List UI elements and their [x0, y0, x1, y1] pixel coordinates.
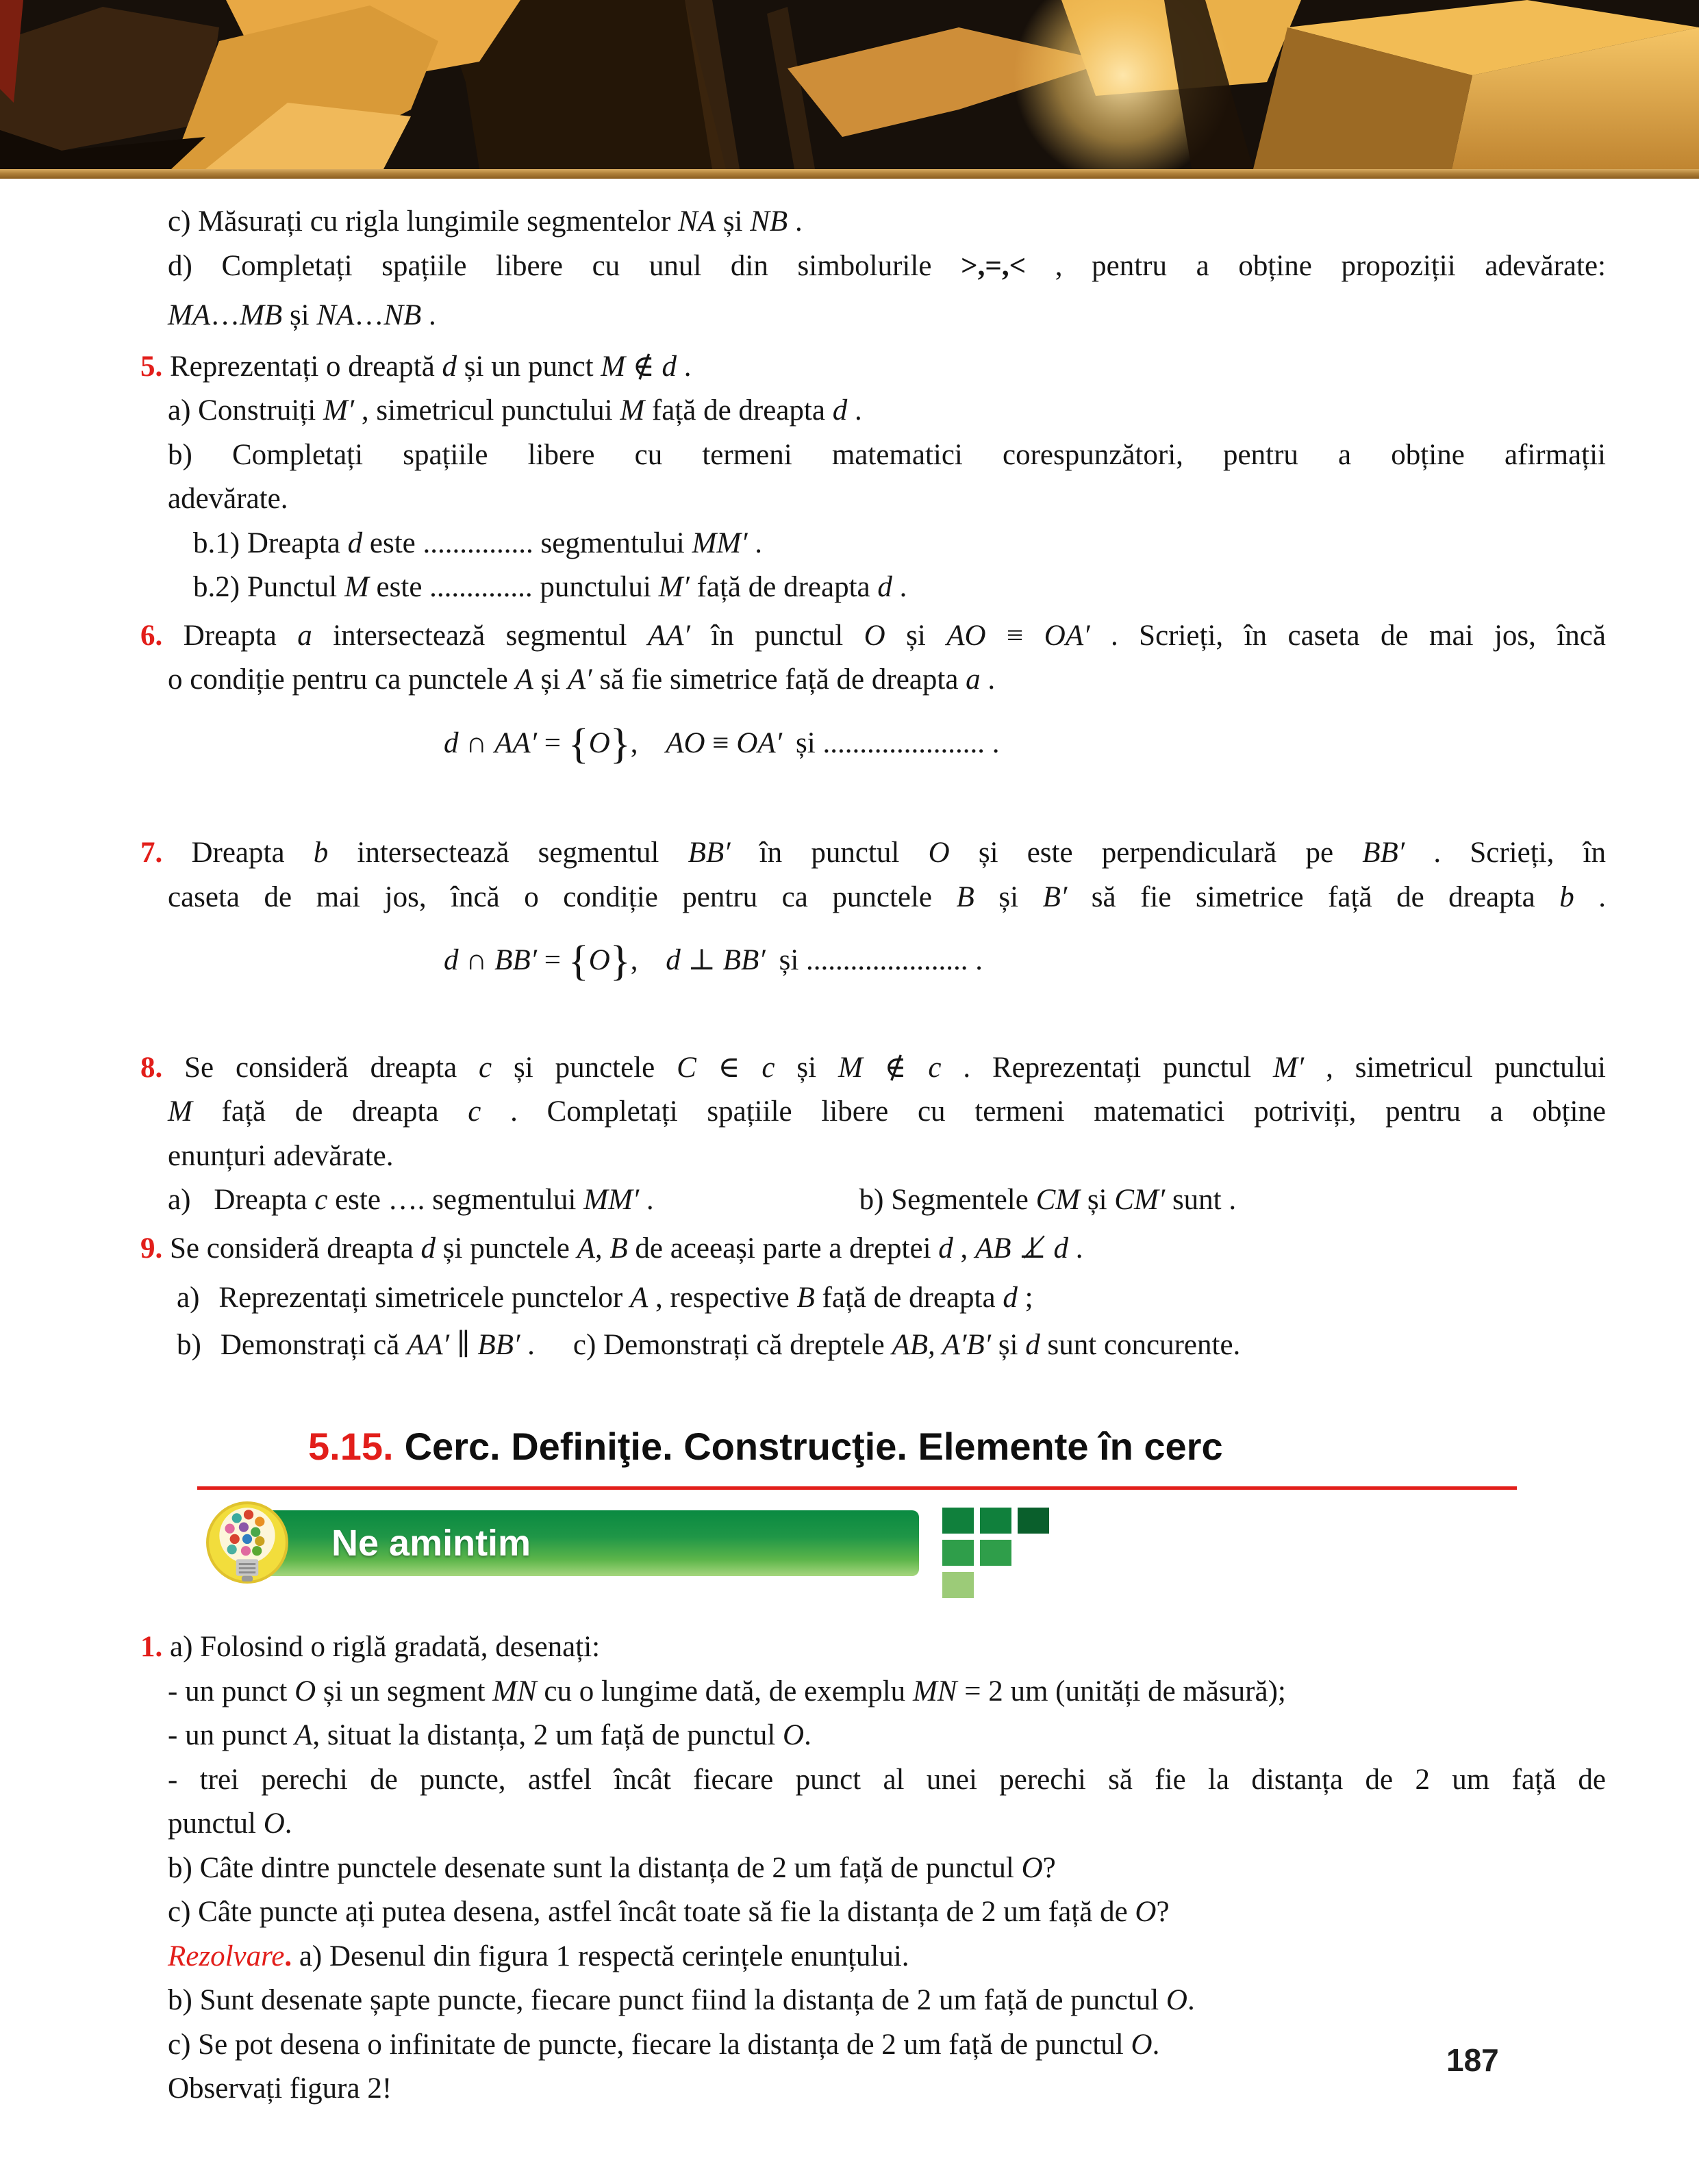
- exercise-9: [140, 1227, 1606, 1271]
- text-run: }: [609, 937, 631, 985]
- text-run: O: [588, 944, 610, 976]
- text-run: d) Completați spațiile libere cu unul din simbolurile: [168, 249, 961, 282]
- text-run: c) Măsurați cu rigla lungimile segmentelor: [168, 205, 679, 238]
- ex1-observati: [168, 2067, 1606, 2111]
- text-run: AB, A′B′: [892, 1328, 992, 1361]
- text-run: , pentru a obține propoziții adevărate:: [1026, 249, 1606, 282]
- text-run: BB′: [722, 944, 766, 976]
- text-run: d: [444, 944, 459, 976]
- text-run: A: [629, 1282, 649, 1314]
- text-run: este ............... segmentului: [362, 526, 692, 559]
- text-run: BB′: [688, 837, 731, 869]
- text-run: Se consideră dreapta: [162, 1232, 421, 1265]
- text-run: o condiție pentru ca punctele: [168, 663, 516, 696]
- text-run: ;: [1017, 1282, 1033, 1314]
- text-run: și: [1080, 1184, 1115, 1216]
- text-run: ∈: [696, 1051, 762, 1084]
- text-run: =: [537, 726, 568, 759]
- text-run: și un segment: [316, 1675, 493, 1707]
- text-run: - trei perechi de puncte, astfel încât fiecare punct al unei perechi să fie la distanța de 2 um față de: [168, 1763, 1606, 1796]
- text-run: c: [468, 1095, 481, 1128]
- text-run: Se consideră dreapta: [162, 1051, 479, 1084]
- text-run: de aceeași parte a dreptei: [627, 1232, 939, 1265]
- text-run: și ...................... .: [796, 726, 1000, 759]
- text-run: b: [313, 837, 329, 869]
- text-run: BB′: [1362, 837, 1405, 869]
- text-run: , simetricul punctului: [1304, 1051, 1606, 1084]
- text-run: ≡: [985, 619, 1044, 652]
- text-run: a) Desenul din figura 1 respectă cerințele enunțului.: [292, 1940, 909, 1972]
- exercise-number: 6.: [140, 619, 163, 652]
- badge-grid-square: [942, 1508, 974, 1534]
- text-run: . Scrieți, în: [1405, 837, 1606, 869]
- text-run: .: [1152, 2028, 1160, 2061]
- text-run: >,=,<: [961, 249, 1027, 282]
- text-run: .: [676, 350, 692, 383]
- section-heading: [197, 1418, 1517, 1490]
- text-run: b.1) Dreapta: [193, 526, 348, 559]
- text-run: a): [168, 1184, 191, 1216]
- text-run: ⊥: [680, 944, 723, 976]
- exercise-7-line2: [168, 876, 1606, 920]
- text-run: M: [601, 350, 626, 383]
- text-run: A: [515, 663, 533, 696]
- text-run: și ...................... .: [779, 944, 983, 976]
- page-content: [0, 200, 1699, 2111]
- text-run: a) Folosind o riglă gradată, desenați:: [162, 1631, 601, 1663]
- ne-amintim-badge: [205, 1499, 1699, 1595]
- text-run: intersectează segmentul: [312, 619, 648, 652]
- text-run: c) Demonstrați că dreptele: [572, 1328, 892, 1361]
- badge-squares-grid: [942, 1508, 1049, 1598]
- text-run: CM′: [1114, 1184, 1166, 1216]
- text-run: .: [847, 394, 862, 427]
- text-run: AB: [975, 1232, 1011, 1265]
- text-run: OA′: [1044, 619, 1090, 652]
- section-number: 5.15.: [308, 1425, 394, 1468]
- text-run: MN: [492, 1675, 537, 1707]
- text-run: b) Sunt desenate șapte puncte, fiecare punct fiind la distanța de 2 um față de punctul: [168, 1984, 1166, 2016]
- exercise-number: 1.: [140, 1631, 163, 1663]
- text-run: și: [282, 299, 317, 331]
- text-run: d: [877, 571, 892, 603]
- text-run: , respective: [648, 1282, 797, 1314]
- text-run: caseta de mai jos, încă o condiție pentru ca punctele: [168, 880, 957, 913]
- badge-grid-square: [942, 1540, 974, 1566]
- text-run: M: [168, 1095, 192, 1128]
- ex1-b: [168, 1846, 1606, 1891]
- text-run: ≡: [705, 726, 737, 759]
- text-run: O: [1131, 2028, 1153, 2061]
- text-run: punctul: [168, 1807, 264, 1840]
- text-run: = 2 um (unități de măsură);: [957, 1675, 1286, 1707]
- text-run: M: [838, 1051, 863, 1084]
- text-run: BB′: [494, 944, 538, 976]
- text-run: să fie simetrice față de dreapta: [592, 663, 966, 696]
- text-run: AA′: [494, 726, 538, 759]
- line-d-answer: [168, 294, 1606, 338]
- text-run: intersectează segmentul: [328, 837, 688, 869]
- formula-1: [444, 722, 1606, 766]
- exercise-6-line1: [140, 614, 1606, 659]
- text-run: .: [284, 1940, 292, 1972]
- text-run: b) Segmentele: [859, 1184, 1036, 1216]
- text-run: d: [347, 526, 363, 559]
- text-run: .: [1068, 1232, 1083, 1265]
- text-run: și este perpendiculară pe: [949, 837, 1363, 869]
- text-run: . Completați spațiile libere cu termeni matematici potriviți, pentru a obține: [481, 1095, 1606, 1128]
- text-run: A′: [567, 663, 592, 696]
- text-run: Demonstrați că: [220, 1328, 407, 1361]
- text-run: d: [442, 350, 457, 383]
- text-run: AO: [666, 726, 705, 759]
- text-run: [654, 1208, 859, 1209]
- text-run: Dreapta: [162, 837, 314, 869]
- text-run: ∩: [458, 944, 495, 976]
- ex1-sol-b: [168, 1979, 1606, 2023]
- text-run: …: [210, 299, 240, 331]
- text-run: în punctul: [730, 837, 929, 869]
- text-run: Observați figura 2!: [168, 2072, 392, 2105]
- text-run: AA′: [647, 619, 690, 652]
- text-run: B: [796, 1282, 815, 1314]
- text-run: .: [421, 299, 436, 331]
- text-run: O: [928, 837, 950, 869]
- text-run: O: [263, 1807, 285, 1840]
- ex1-dash3-line1: [168, 1758, 1606, 1803]
- text-run: MA: [168, 299, 211, 331]
- text-run: d: [666, 944, 681, 976]
- text-run: ∉: [625, 350, 662, 383]
- text-run: și: [533, 663, 568, 696]
- text-run: MB: [240, 299, 283, 331]
- text-run: - un punct: [168, 1719, 295, 1751]
- exercise-number: 9.: [140, 1232, 163, 1265]
- text-run: sunt .: [1165, 1184, 1237, 1216]
- lightbulb-icon: [205, 1501, 289, 1584]
- text-run: și un punct: [457, 350, 601, 383]
- text-run: d: [1053, 1232, 1069, 1265]
- exercises-block-circle: [0, 1625, 1699, 2111]
- text-run: c: [762, 1051, 775, 1084]
- text-run: d: [444, 726, 459, 759]
- text-run: , situat la distanța, 2 um față de punctul: [312, 1719, 783, 1751]
- text-run: este …. segmentului: [327, 1184, 584, 1216]
- text-run: d: [1003, 1282, 1018, 1314]
- text-run: b: [1559, 880, 1574, 913]
- text-run: NB: [750, 205, 788, 238]
- text-run: OA′: [736, 726, 783, 759]
- text-run: O: [864, 619, 885, 652]
- exercise-9bc: [177, 1323, 1606, 1368]
- text-run: . Reprezentați punctul: [941, 1051, 1273, 1084]
- exercise-7-line1: [140, 831, 1606, 876]
- text-run: și: [974, 880, 1043, 913]
- exercise-number: 5.: [140, 350, 163, 383]
- text-run: ⊥̸: [1011, 1232, 1054, 1265]
- text-run: c) Se pot desena o infinitate de puncte, fiecare la distanța de 2 um față de punctul: [168, 2028, 1131, 2061]
- exercise-5: [140, 345, 1606, 390]
- text-run: …: [354, 299, 384, 331]
- text-run: b.2) Punctul: [193, 571, 344, 603]
- text-run: ?: [1156, 1896, 1170, 1928]
- text-run: .: [284, 1807, 292, 1840]
- line-c: [168, 200, 1606, 244]
- text-run: d: [662, 350, 677, 383]
- text-run: A: [294, 1719, 313, 1751]
- text-run: Reprezentați o dreaptă: [162, 350, 442, 383]
- text-run: MM′: [692, 526, 748, 559]
- header-golden-cubes-art: [0, 0, 1699, 169]
- text-run: NA: [678, 205, 716, 238]
- exercise-5b-line1: [168, 433, 1606, 478]
- text-run: .: [788, 205, 803, 238]
- text-run: O: [1021, 1851, 1043, 1884]
- text-run: c: [928, 1051, 942, 1084]
- text-run: O: [1166, 1984, 1187, 2016]
- text-run: și: [775, 1051, 838, 1084]
- text-run: b): [177, 1328, 201, 1361]
- text-run: cu o lungime dată, de exemplu: [536, 1675, 913, 1707]
- text-run: NA: [316, 299, 355, 331]
- text-run: . Scrieți, în caseta de mai jos, încă: [1090, 619, 1606, 652]
- text-run: M′: [658, 571, 690, 603]
- exercise-8-line2: [168, 1090, 1606, 1134]
- text-run: M: [620, 394, 645, 427]
- text-run: c: [314, 1184, 328, 1216]
- text-run: .: [804, 1719, 811, 1751]
- text-run: =: [537, 944, 568, 976]
- text-run: și: [716, 205, 751, 238]
- text-run: b) Completați spațiile libere cu termeni matematici corespunzători, pentru a obține afirmații: [168, 438, 1606, 471]
- text-run: A, B: [577, 1232, 628, 1265]
- text-run: ∉: [862, 1051, 929, 1084]
- text-run: Dreapta: [162, 619, 298, 652]
- badge-grid-square: [942, 1572, 974, 1598]
- text-run: și punctele: [492, 1051, 677, 1084]
- text-run: .: [639, 1184, 654, 1216]
- text-run: O: [1135, 1896, 1157, 1928]
- text-run: c) Câte puncte ați putea desena, astfel încât toate să fie la distanța de 2 um față de: [168, 1896, 1135, 1928]
- text-run: BB′: [477, 1328, 520, 1361]
- text-run: adevărate.: [168, 483, 288, 515]
- page-number: 187: [1446, 2042, 1499, 2078]
- text-run: }: [609, 720, 631, 767]
- text-run: - un punct: [168, 1675, 295, 1707]
- text-run: a: [966, 663, 981, 696]
- badge-grid-square: [1018, 1508, 1049, 1534]
- text-run: MN: [912, 1675, 957, 1707]
- text-run: B: [956, 880, 974, 913]
- exercises-block-symmetry: [0, 200, 1699, 1367]
- exercise-8-ab: [168, 1178, 1606, 1223]
- text-run: d: [832, 394, 848, 427]
- text-run: [199, 1306, 218, 1307]
- text-run: .: [892, 571, 907, 603]
- badge-grid-square: [980, 1508, 1011, 1534]
- exercise-5b2: [193, 566, 1606, 610]
- text-run: , simetricul punctului: [354, 394, 620, 427]
- text-run: este .............. punctului: [368, 571, 659, 603]
- text-run: CM: [1035, 1184, 1081, 1216]
- text-run: {: [568, 720, 589, 767]
- text-run: Reprezentați simetricele punctelor: [218, 1282, 630, 1314]
- exercise-5a: [168, 389, 1606, 433]
- text-run: d: [1025, 1328, 1040, 1361]
- text-run: ,: [953, 1232, 976, 1265]
- exercise-8-line1: [140, 1046, 1606, 1091]
- text-run: c: [479, 1051, 492, 1084]
- text-run: AA′: [407, 1328, 450, 1361]
- exercise-5b-line2: [168, 477, 1606, 522]
- text-run: M′: [323, 394, 355, 427]
- badge-grid-square: [980, 1540, 1011, 1566]
- text-run: în punctul: [690, 619, 864, 652]
- text-run: și: [991, 1328, 1026, 1361]
- text-run: .: [747, 526, 762, 559]
- text-run: ,: [630, 944, 646, 976]
- text-run: față de dreapta: [814, 1282, 1003, 1314]
- exercise-9a: [177, 1276, 1606, 1321]
- text-run: O: [588, 726, 610, 759]
- section-title: Cerc. Definiţie. Construcţie. Elemente în cerc: [404, 1425, 1223, 1468]
- text-run: și punctele: [436, 1232, 577, 1265]
- exercise-1: [140, 1625, 1606, 1670]
- text-run: C: [677, 1051, 696, 1084]
- text-run: d: [938, 1232, 953, 1265]
- exercise-number: 7.: [140, 837, 163, 869]
- formula-2: [444, 939, 1606, 983]
- badge-banner: [263, 1510, 919, 1576]
- text-run: .: [520, 1328, 535, 1361]
- exercise-5b1: [193, 522, 1606, 566]
- header-gradient-bar: [0, 169, 1699, 179]
- text-run: d: [420, 1232, 436, 1265]
- text-run: a): [177, 1282, 200, 1314]
- ex1-dash1: [168, 1670, 1606, 1714]
- ex1-rezolvare: [168, 1935, 1606, 1979]
- text-run: Rezolvare: [168, 1940, 285, 1972]
- text-run: enunțuri adevărate.: [168, 1139, 394, 1172]
- text-run: Dreapta: [214, 1184, 315, 1216]
- text-run: a: [297, 619, 312, 652]
- ex1-dash2: [168, 1714, 1606, 1758]
- text-run: față de dreapta: [644, 394, 833, 427]
- text-run: ∥: [449, 1328, 478, 1361]
- text-run: și: [885, 619, 947, 652]
- text-run: ,: [630, 726, 646, 759]
- ex1-dash3-line2: [168, 1802, 1606, 1846]
- text-run: O: [783, 1719, 805, 1751]
- text-run: [190, 1208, 214, 1209]
- text-run: .: [1187, 1984, 1195, 2016]
- text-run: a) Construiți: [168, 394, 323, 427]
- exercise-8-line3: [168, 1134, 1606, 1179]
- ex1-sol-c: [168, 2023, 1606, 2068]
- text-run: ?: [1042, 1851, 1056, 1884]
- text-run: M′: [1272, 1051, 1305, 1084]
- text-run: O: [294, 1675, 316, 1707]
- text-run: MM′: [583, 1184, 640, 1216]
- text-run: sunt concurente.: [1040, 1328, 1241, 1361]
- text-run: .: [980, 663, 996, 696]
- text-run: b) Câte dintre punctele desenate sunt la distanța de 2 um față de punctul: [168, 1851, 1022, 1884]
- text-run: față de dreapta: [689, 571, 878, 603]
- text-run: AO: [946, 619, 986, 652]
- text-run: .: [1574, 880, 1607, 913]
- text-run: să fie simetrice față de dreapta: [1067, 880, 1560, 913]
- text-run: B′: [1042, 880, 1068, 913]
- exercise-6-line2: [168, 658, 1606, 702]
- text-run: M: [344, 571, 369, 603]
- text-run: NB: [383, 299, 422, 331]
- text-run: {: [568, 937, 589, 985]
- line-d: [168, 244, 1606, 289]
- text-run: față de dreapta: [192, 1095, 468, 1128]
- text-run: ∩: [458, 726, 495, 759]
- ex1-c: [168, 1890, 1606, 1935]
- badge-label: Ne amintim: [331, 1522, 531, 1564]
- exercise-number: 8.: [140, 1051, 163, 1084]
